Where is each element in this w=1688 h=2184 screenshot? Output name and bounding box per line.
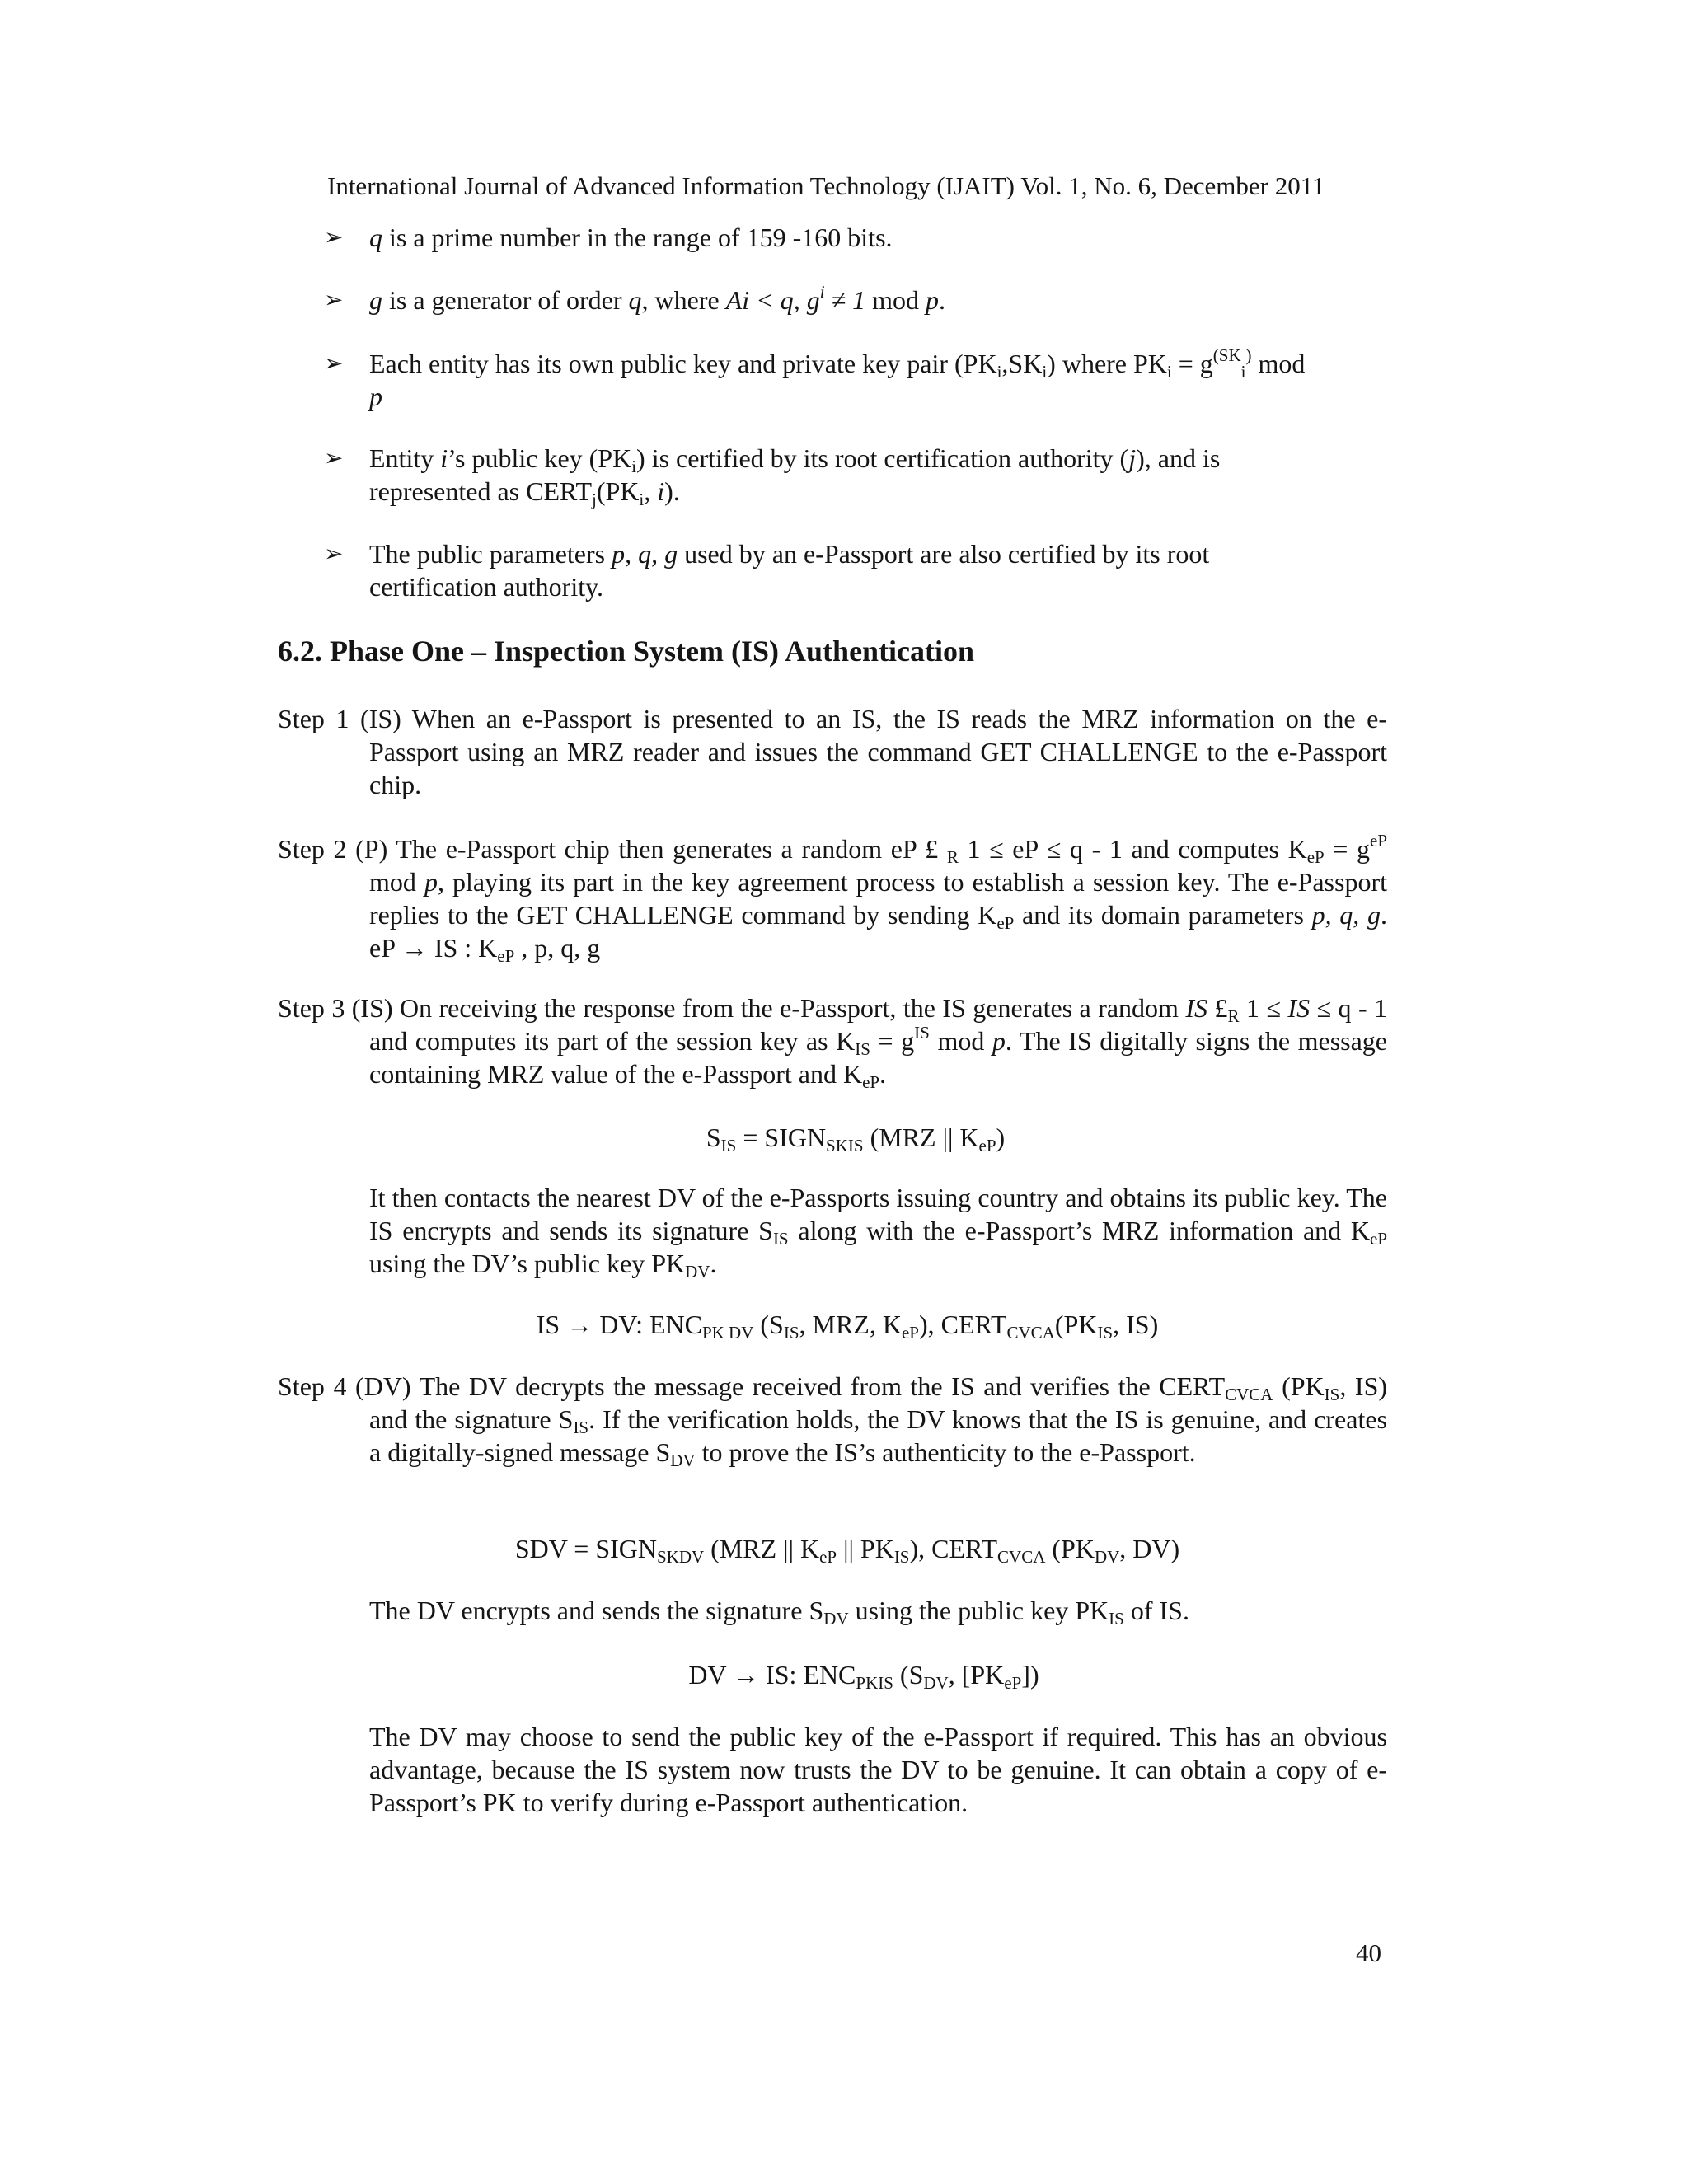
text-run: ) where PK [1047,349,1167,378]
text-run: = SIGN [736,1122,827,1152]
subscript: i [639,490,645,509]
text-run: Step 3 (IS) On receiving the response from the e-Passport, the IS generates a random [278,993,1186,1023]
equation [0,1658,1688,1691]
body-paragraph [369,1594,1387,1627]
running-header: International Journal of Advanced Information Technology (IJAIT) Vol. 1, No. 6, December 2011 [327,171,1325,200]
bullet-item [324,442,1387,508]
text-run: p [424,867,438,897]
text-run: (S [893,1660,924,1690]
step-paragraph [278,1370,1387,1469]
text-run: p [369,382,382,411]
text-run: (MRZ || K [863,1122,979,1152]
subscript: DV [685,1262,710,1282]
text-run: . [879,1059,887,1089]
step-paragraph [278,702,1387,801]
text-run: , [644,476,658,506]
subscript: IS [1097,1323,1114,1343]
subscript: eP [819,1547,837,1567]
subscript: eP [1004,1673,1022,1693]
text-run: used by an e-Passport are also certified by its root certification authority. [369,539,1210,602]
text-run: = g [1171,349,1213,378]
subscript: i [1042,362,1048,382]
text-run: . [939,285,946,315]
text-run: ,SK [1001,349,1043,378]
subscript: DV [823,1609,849,1629]
subscript: IS [720,1136,737,1155]
text-run: , p, q, g [514,933,601,963]
text-run: ) is certified by its root certification authority ( [636,443,1129,473]
text-run: ≠ 1 [824,285,866,315]
body-paragraph: The DV may choose to send the public key of the e-Passport if required. This has an obvious advantage, because the IS system now trusts the DV to be genuine. It can obtain a copy of e-Passport’s PK to verify during e-Passport authentication. [369,1722,1387,1817]
text-run: , IS) [1113,1310,1159,1339]
step-paragraph [278,991,1387,1090]
superscript: eP [1370,831,1388,851]
text-run: ). [664,476,680,506]
text-run: IS [1287,993,1311,1023]
page-number: 40 [1356,1938,1381,1967]
text-run: along with the e-Passport’s MRZ information and K [788,1216,1371,1245]
subscript: IS [772,1229,789,1249]
equation [0,1532,1688,1565]
subscript: DV [670,1451,696,1470]
text-run: . [710,1249,717,1278]
subscript: eP [978,1136,996,1155]
subscript: SKDV [656,1547,705,1567]
equation [0,1121,1688,1154]
bullet-text [369,442,1334,508]
bullet-item [324,537,1387,603]
subscript: IS [573,1418,589,1437]
text-run: S [706,1122,721,1152]
subscript: eP [862,1072,880,1092]
text-run: SDV = SIGN [514,1534,657,1563]
text-run: g [369,285,382,315]
subscript: eP [1370,1229,1388,1249]
text-run: , IS) and the signature S [369,1371,1388,1434]
text-run: . eP → IS : K [369,900,1388,963]
bullet-text [369,221,1387,254]
text-run: p, q, g [612,539,678,569]
subscript: IS [893,1547,910,1567]
subscript: i [996,362,1002,382]
text-run: ) [996,1122,1006,1152]
text-run: , playing its part in the key agreement process to establish a session key. The e-Passport replies to the GET CHALLENGE command by sending K [369,867,1388,930]
subscript: PK DV [701,1323,754,1343]
text-run: ]) [1021,1660,1039,1690]
bullet-text [369,537,1317,603]
text-run: p, q, g [1311,900,1381,930]
arrow-bullet-icon: ➢ [324,223,344,251]
step-paragraph [278,832,1387,964]
text-run: 1 ≤ [1239,993,1288,1023]
text-run: , MRZ, K [799,1310,902,1339]
text-run: (PK [1045,1534,1095,1563]
subscript: CVCA [1225,1385,1273,1404]
text-run: ), CERT [918,1310,1007,1339]
text-run: Step 1 (IS) When an e-Passport is presented to an IS, the IS reads the MRZ information on the e-Passport using an MRZ reader and issues the command GET CHALLENGE to the e-Passport chip. [278,704,1387,799]
bullet-item [324,221,1387,254]
text-run: q [628,285,642,315]
subscript: DV [923,1673,949,1693]
bullet-text [369,284,1387,316]
subscript: i [1166,362,1172,382]
text-run: , DV) [1119,1534,1180,1563]
text-run: mod [369,867,424,897]
text-run: i [657,476,665,506]
text-run: p [992,1026,1006,1056]
superscript: ) [1245,345,1252,365]
superscript: (SK [1212,345,1241,365]
subscript: DV [1094,1547,1120,1567]
bullet-item [324,284,1387,316]
text-run: using the public key PK [848,1596,1109,1625]
text-run: q [369,223,382,252]
text-run: Step 2 (P) The e-Passport chip then generates a random eP £ [278,834,947,864]
text-run: , where [641,285,726,315]
subscript: IS [855,1039,870,1059]
subscript: i [1240,362,1246,382]
text-run: i [819,282,825,302]
subscript: IS [1109,1609,1124,1629]
subscript: R [1227,1006,1240,1026]
text-run: is a generator of order [382,285,629,315]
text-run: It then contacts the nearest DV of the e-Passports issuing country and obtains its public key. The IS encrypts and sends its signature S [369,1183,1387,1245]
text-run: (PK [596,476,640,506]
text-run: 1 ≤ eP ≤ q - 1 and computes K [958,834,1307,864]
text-run: ), CERT [909,1534,998,1563]
equation [0,1308,1688,1341]
subscript: IS [783,1323,799,1343]
text-run: and its domain parameters [1014,900,1312,930]
subscript: eP [996,913,1015,933]
superscript: IS [914,1023,930,1043]
text-run: Each entity has its own public key and private key pair (PK [369,349,997,378]
text-run: = g [870,1026,915,1056]
subscript: PKIS [856,1673,893,1693]
arrow-bullet-icon: ➢ [324,444,344,471]
text-run: (S [753,1310,784,1339]
subscript: eP [901,1323,919,1343]
body-paragraph [369,1181,1387,1280]
text-run: mod [929,1026,992,1056]
subscript: R [946,847,959,867]
text-run: of IS. [1123,1596,1189,1625]
text-run: , [PK [948,1660,1005,1690]
bullet-item [324,347,1387,413]
text-run: Entity [369,443,441,473]
text-run: i [440,443,448,473]
text-run: mod [1251,349,1306,378]
text-run: IS [1185,993,1208,1023]
text-run: DV → IS: ENC [688,1660,856,1690]
text-run: The DV encrypts and sends the signature S [369,1596,824,1625]
subscript: CVCA [997,1547,1046,1567]
text-run: (PK [1273,1371,1325,1401]
subscript: eP [497,946,515,966]
text-run: . If the verification holds, the DV knows that the IS is genuine, and creates a digitally-signed message S [369,1404,1388,1467]
subscript: i [631,457,637,476]
text-run: j [1128,443,1137,473]
text-run: The public parameters [369,539,612,569]
subscript: SKIS [826,1136,864,1155]
section-heading: 6.2. Phase One – Inspection System (IS) Authentication [278,635,975,668]
arrow-bullet-icon: ➢ [324,349,344,377]
text-run: p [926,285,940,315]
text-run: (MRZ || K [704,1534,820,1563]
text-run: Step 4 (DV) The DV decrypts the message received from the IS and verifies the CERT [278,1371,1226,1401]
text-run: mod [865,285,926,315]
text-run: ≤ q - 1 and computes its part of the session key as K [369,993,1388,1056]
arrow-bullet-icon: ➢ [324,540,344,567]
text-run: ’s public key (PK [448,443,632,473]
arrow-bullet-icon: ➢ [324,286,344,313]
text-run: to prove the IS’s authenticity to the e-Passport. [695,1437,1196,1467]
text-run: ), and is represented as CERT [369,443,1221,506]
text-run: using the DV’s public key PK [369,1249,686,1278]
bullet-text [369,347,1387,413]
subscript: eP [1306,847,1325,867]
subscript: CVCA [1006,1323,1055,1343]
text-run: || PK [837,1534,894,1563]
text-run: IS → DV: ENC [536,1310,702,1339]
text-run: £ [1207,993,1228,1023]
text-run: = g [1324,834,1371,864]
text-run: (PK [1054,1310,1098,1339]
subscript: j [591,490,597,509]
text-run: Ai < q, g [725,285,820,315]
text-run: is a prime number in the range of 159 -160 bits. [382,223,893,252]
subscript: IS [1324,1385,1340,1404]
text-run: . The IS digitally signs the message containing MRZ value of the e-Passport and K [369,1026,1388,1089]
